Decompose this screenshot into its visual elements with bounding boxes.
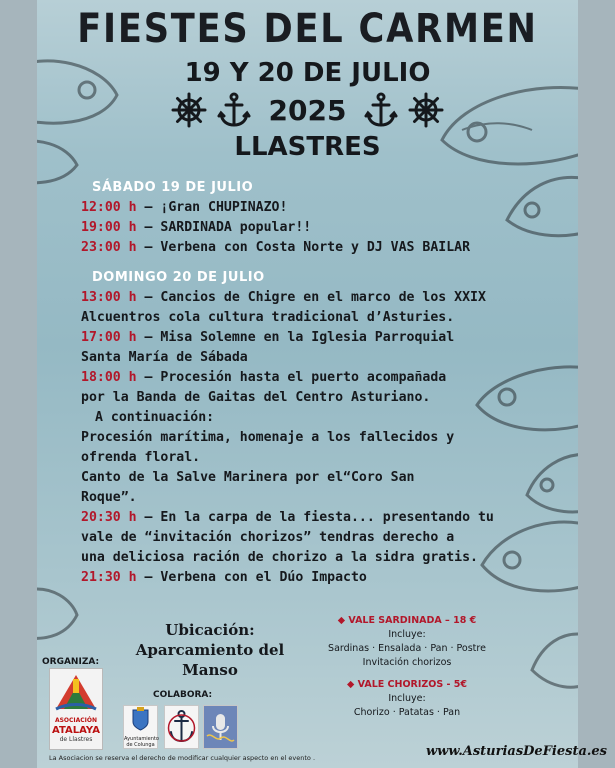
event-time: 17:00 h — [81, 330, 137, 345]
ayto-line-1: Ayuntamiento — [124, 736, 159, 742]
fish-illustration-left-bottom — [37, 580, 87, 650]
event-text: – Procesión hasta el puerto acompañada — [136, 370, 447, 385]
event-text: – Misa Solemne en la Iglesia Parroquial — [136, 330, 455, 345]
event-place: LLASTRES — [234, 132, 381, 162]
organiza-label: ORGANIZA: — [42, 657, 100, 667]
saturday-program — [81, 198, 541, 258]
event-text: – ¡Gran CHUPINAZO! — [136, 200, 288, 215]
anchor-emblem-icon — [165, 706, 198, 748]
right-blurred-border — [578, 0, 615, 768]
program-text-line: Canto de la Salve Marinera por el“Coro San — [81, 470, 415, 485]
vale-incluye: Incluye: — [388, 629, 426, 640]
program-entry — [81, 198, 541, 218]
atalaya-emblem-icon — [50, 669, 102, 713]
vale-extra: Invitación chorizos — [362, 657, 452, 668]
festival-poster — [37, 0, 578, 768]
program-entry — [81, 568, 541, 588]
year-row — [37, 92, 578, 128]
radio-sponsor-logo — [203, 705, 238, 749]
program-text-line: Alcuentros cola cultura tradicional d’Asturies. — [81, 310, 455, 325]
program-text-line: vale de “invitación chorizos” tendras derecho a — [81, 530, 455, 545]
event-text: – Verbena con Costa Norte y DJ VAS BAILAR — [136, 240, 471, 255]
nautical-club-logo — [164, 705, 199, 749]
poster-title: FIESTES DEL CARMEN — [77, 6, 538, 52]
vale-sardinada — [307, 614, 507, 670]
asoc-line-2: ATALAYA — [52, 725, 100, 736]
left-blurred-border — [0, 0, 37, 768]
event-time: 23:00 h — [81, 240, 137, 255]
event-time: 18:00 h — [81, 370, 137, 385]
event-year: 2025 — [268, 93, 347, 127]
vale-incluye: Incluye: — [388, 693, 426, 704]
event-time: 19:00 h — [81, 220, 137, 235]
program-text-line: ofrenda floral. — [81, 450, 201, 465]
ayto-line-2: de Colunga — [126, 742, 155, 748]
vale-items: Chorizo · Patatas · Pan — [353, 707, 461, 718]
event-time: 13:00 h — [81, 290, 137, 305]
event-text: – Cancios de Chigre en el marco de los XXIX — [136, 290, 486, 305]
saturday-heading: SÁBADO 19 DE JULIO — [92, 180, 254, 195]
location-label: Ubicación: — [165, 621, 255, 639]
ship-wheel-icon — [171, 92, 207, 128]
program-text-line: A continuación: — [95, 410, 215, 425]
coat-of-arms-icon — [124, 706, 157, 732]
event-time: 20:30 h — [81, 510, 137, 525]
microphone-icon — [204, 706, 237, 748]
program-entry — [81, 218, 541, 238]
anchor-icon — [217, 92, 251, 128]
asociacion-atalaya-logo — [49, 668, 103, 750]
event-text: – En la carpa de la fiesta... presentando tu — [136, 510, 494, 525]
location-line: Manso — [182, 661, 238, 679]
website-watermark: www.AsturiasDeFiesta.es — [425, 744, 607, 759]
program-text-line: Procesión marítima, homenaje a los fallecidos y — [81, 430, 455, 445]
program-text-line: por la Banda de Gaitas del Centro Asturiano. — [81, 390, 431, 405]
asoc-line-3: de Llastres — [59, 736, 93, 743]
disclaimer-text: La Asociacion se reserva el derecho de modificar cualquier aspecto en el evento . — [49, 754, 316, 762]
program-text-line: una deliciosa ración de chorizo a la sidra gratis. — [81, 550, 478, 565]
vale-items: Sardinas · Ensalada · Pan · Postre — [328, 643, 486, 654]
vale-chorizos-title: ◆ VALE CHORIZOS - 5€ — [347, 679, 467, 690]
sunday-program — [81, 288, 541, 588]
ayuntamiento-colunga-logo — [123, 705, 158, 749]
event-dates: 19 Y 20 DE JULIO — [184, 58, 431, 88]
program-entry — [81, 508, 541, 528]
event-time: 12:00 h — [81, 200, 137, 215]
anchor-icon — [364, 92, 398, 128]
event-text: – SARDINADA popular!! — [136, 220, 312, 235]
ship-wheel-icon — [408, 92, 444, 128]
event-time: 21:30 h — [81, 570, 137, 585]
program-text-line: Roque”. — [81, 490, 137, 505]
sunday-heading: DOMINGO 20 DE JULIO — [92, 270, 265, 285]
location-block — [135, 620, 285, 680]
location-line: Aparcamiento del — [135, 641, 285, 659]
program-entry — [81, 328, 541, 348]
program-text-line: Santa María de Sábada — [81, 350, 248, 365]
colabora-label: COLABORA: — [153, 690, 213, 700]
event-text: – Verbena con el Dúo Impacto — [136, 570, 367, 585]
program-entry — [81, 288, 541, 308]
program-entry — [81, 368, 541, 388]
asoc-line-1: ASOCIACIÓN — [54, 717, 98, 724]
vale-chorizos — [317, 678, 497, 720]
program-entry — [81, 238, 541, 258]
vale-sardinada-title: ◆ VALE SARDINADA – 18 € — [337, 615, 477, 626]
